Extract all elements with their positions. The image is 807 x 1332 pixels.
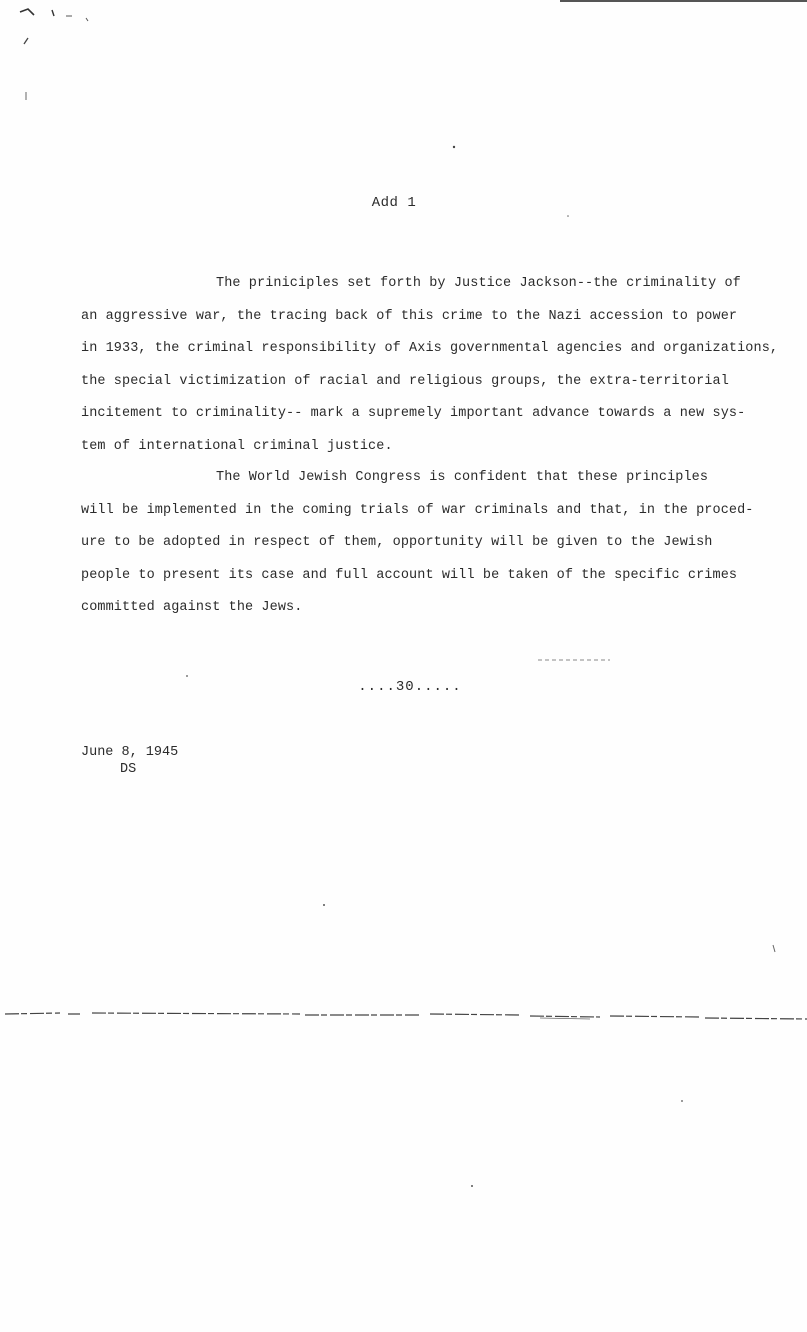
paragraph-line: tem of international criminal justice. (81, 438, 393, 454)
paragraph-line: people to present its case and full account will be taken of the specific crimes (81, 567, 738, 583)
typist-initials: DS (120, 762, 137, 777)
fold-crease-line (0, 1010, 807, 1022)
paragraph-line: ure to be adopted in respect of them, opportunity will be given to the Jewish (81, 535, 713, 550)
paragraph-principles (81, 268, 779, 463)
end-mark: ....30..... (358, 679, 462, 695)
paragraph-line: will be implemented in the coming trials of war criminals and that, in the proced- (81, 502, 754, 518)
paragraph-line: incitement to criminality-- mark a supremely important advance towards a new sys- (81, 406, 746, 421)
paragraph-line: the special victimization of racial and religious groups, the extra-territorial (81, 373, 729, 389)
paragraph-line: an aggressive war, the tracing back of this crime to the Nazi accession to power (81, 308, 738, 324)
paragraph-line: The priniciples set forth by Justice Jackson--the criminality of (216, 276, 741, 291)
paragraph-line: committed against the Jews. (81, 600, 303, 615)
document-date: June 8, 1945 (81, 745, 179, 760)
paragraph-congress (81, 462, 761, 625)
page-heading: Add 1 (371, 195, 417, 211)
paragraph-line: in 1933, the criminal responsibility of Axis governmental agencies and organizations, (81, 341, 779, 356)
paragraph-line: The World Jewish Congress is confident that these principles (216, 470, 709, 485)
